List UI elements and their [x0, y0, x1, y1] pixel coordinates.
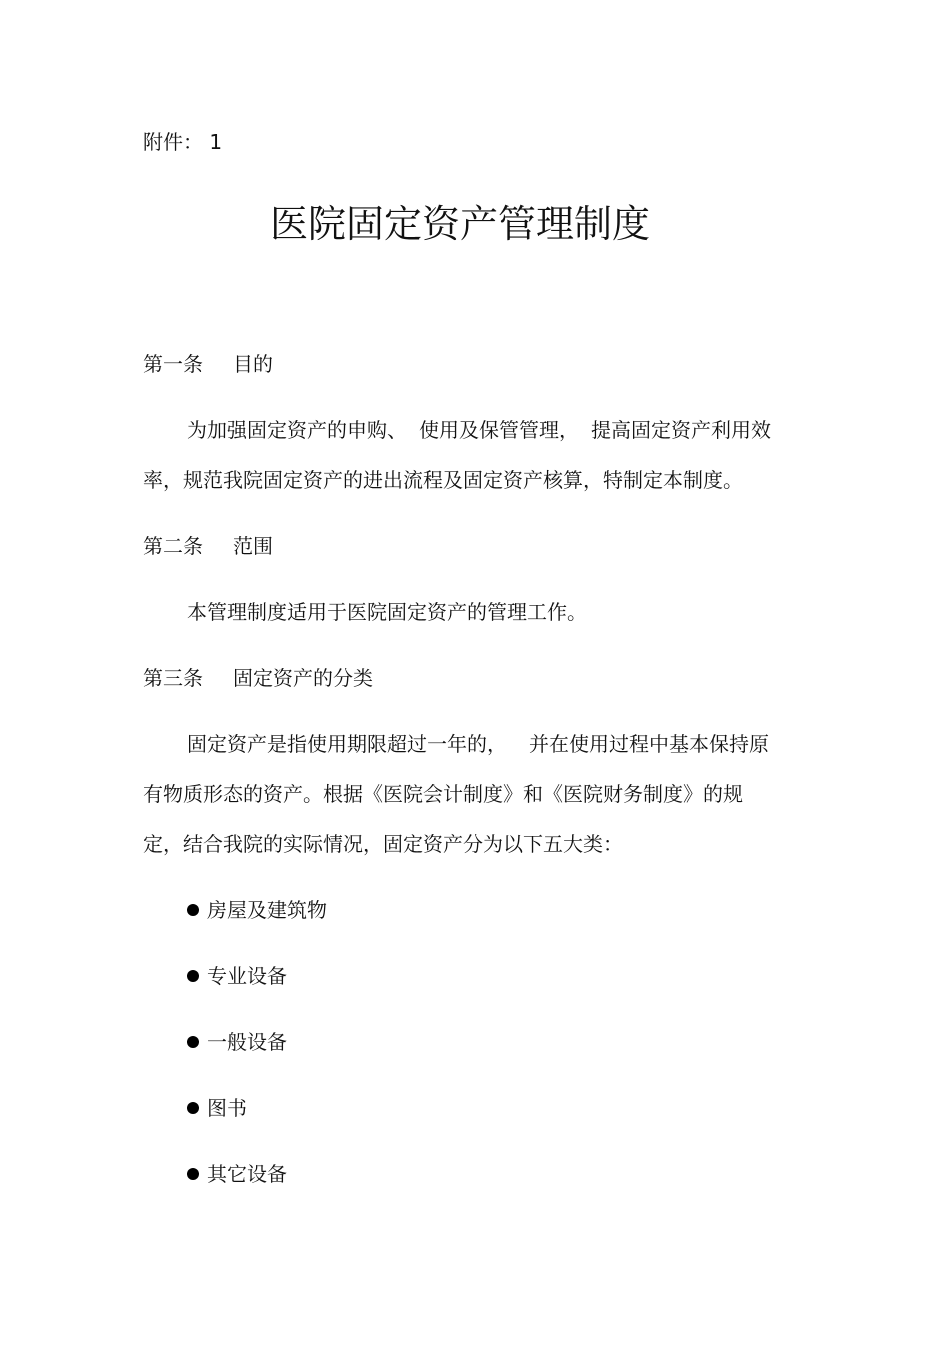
bullet-icon: [187, 970, 199, 982]
section-1-paragraph-line-1: [187, 416, 771, 444]
section-3-heading: [143, 664, 373, 692]
list-item: [187, 962, 287, 990]
section-1-label: 第一条: [143, 352, 203, 376]
list-item: [187, 1160, 287, 1188]
section-3-paragraph-line-2: 有物质形态的资产。根据《医院会计制度》和《医院财务制度》的规: [143, 782, 743, 806]
attachment-label: 附件： 1: [143, 130, 223, 154]
section-3-title: 固定资产的分类: [233, 666, 373, 690]
section-1-title: 目的: [233, 352, 273, 376]
list-item-label: 专业设备: [207, 964, 287, 988]
bullet-icon: [187, 1036, 199, 1048]
document-title: 医院固定资产管理制度: [269, 202, 650, 246]
section-1-heading: [143, 350, 273, 378]
section-3-paragraph-line-3: 定，结合我院的实际情况，固定资产分为以下五大类：: [143, 832, 623, 856]
section-3-paragraph-line-1: [187, 730, 769, 758]
text-segment: 提高固定资产利用效: [591, 418, 771, 442]
section-2-title: 范围: [233, 534, 273, 558]
list-item: [187, 1028, 287, 1056]
list-item-label: 一般设备: [207, 1030, 287, 1054]
section-3-label: 第三条: [143, 666, 203, 690]
bullet-icon: [187, 1102, 199, 1114]
section-1-paragraph-line-2: 率，规范我院固定资产的进出流程及固定资产核算，特制定本制度。: [143, 468, 743, 492]
section-2-heading: [143, 532, 273, 560]
text-segment: 使用及保管管理，: [419, 418, 579, 442]
list-item: [187, 1094, 247, 1122]
bullet-icon: [187, 904, 199, 916]
text-segment: 并在使用过程中基本保持原: [529, 732, 769, 756]
list-item-label: 其它设备: [207, 1162, 287, 1186]
section-2-paragraph-line-1: 本管理制度适用于医院固定资产的管理工作。: [187, 600, 587, 624]
text-segment: 固定资产是指使用期限超过一年的，: [187, 732, 507, 756]
list-item-label: 房屋及建筑物: [207, 898, 327, 922]
list-item: [187, 896, 327, 924]
list-item-label: 图书: [207, 1096, 247, 1120]
bullet-icon: [187, 1168, 199, 1180]
text-segment: 为加强固定资产的申购、: [187, 418, 407, 442]
section-2-label: 第二条: [143, 534, 203, 558]
